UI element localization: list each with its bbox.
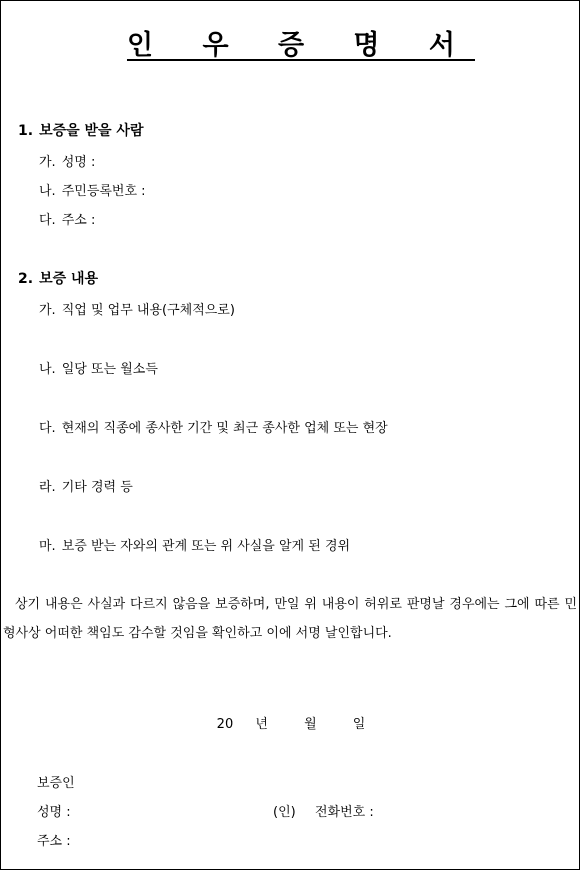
section-2-item-relationship — [39, 535, 350, 554]
guarantor-heading: 보증인 — [37, 776, 75, 791]
section-2-item-income — [39, 358, 158, 377]
section-2-item-career-period — [39, 417, 388, 436]
item-label: 주소 : — [61, 213, 96, 228]
section-1-item-name — [39, 151, 95, 170]
section-1-number: 1. — [18, 123, 34, 139]
date-month-label: 월 — [304, 717, 317, 732]
date-year-label: 년 — [255, 717, 268, 732]
item-label: 성명 : — [61, 155, 96, 170]
item-mark: 다. — [39, 421, 56, 436]
item-mark: 가. — [39, 155, 56, 170]
item-label: 현재의 직종에 종사한 기간 및 최근 종사한 업체 또는 현장 — [61, 421, 388, 436]
section-2-item-occupation — [39, 299, 235, 318]
date-day-label: 일 — [352, 717, 366, 732]
date-year-prefix: 20 — [216, 717, 234, 732]
item-mark: 나. — [39, 362, 56, 377]
date-line — [1, 713, 580, 732]
guarantee-statement: 상기 내용은 사실과 다르지 않음을 보증하며, 만일 위 내용이 허위로 판명날 경우에는 그에 따른 민형사상 어떠한 책임도 감수할 것임을 확인하고 이에 서명 날인합니다. — [3, 597, 577, 641]
document-title: 인 우 증 명 서 — [126, 30, 475, 61]
section-1-heading — [18, 120, 143, 140]
item-mark: 마. — [39, 539, 56, 554]
item-label: 직업 및 업무 내용(구체적으로) — [61, 303, 235, 318]
section-2-number: 2. — [18, 271, 34, 287]
guarantor-phone-label: 전화번호 : — [315, 805, 374, 820]
item-mark: 나. — [39, 184, 56, 199]
item-mark: 다. — [39, 213, 56, 228]
item-label: 일당 또는 월소득 — [61, 362, 158, 377]
guarantor-address-label: 주소 : — [37, 834, 71, 849]
section-2-heading — [18, 268, 98, 288]
section-1-item-address — [39, 209, 95, 228]
section-2-item-other-experience — [39, 476, 133, 495]
item-label: 보증 받는 자와의 관계 또는 위 사실을 알게 된 경위 — [61, 539, 351, 554]
guarantor-name-label: 성명 : — [37, 805, 71, 820]
item-label: 주민등록번호 : — [61, 184, 146, 199]
item-label: 기타 경력 등 — [61, 480, 133, 495]
guarantor-seal-label: (인) — [273, 805, 296, 820]
item-mark: 라. — [39, 480, 56, 495]
section-1-item-id-number — [39, 180, 146, 199]
item-mark: 가. — [39, 303, 56, 318]
section-1-title: 보증을 받을 사람 — [39, 123, 144, 139]
section-2-title: 보증 내용 — [39, 271, 99, 287]
